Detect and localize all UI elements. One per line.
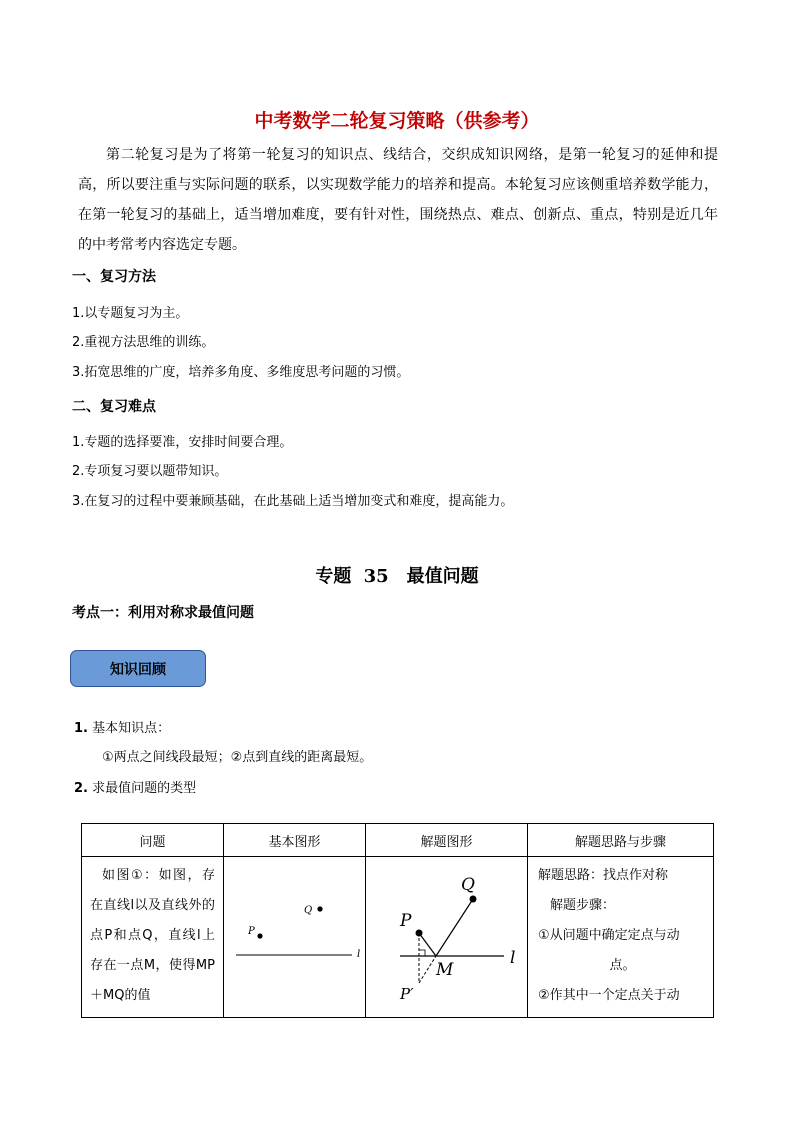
problem-types-table [81,823,714,1018]
question-cell: 如图①：如图，存在直线l以及直线外的点P和点Q，直线l上存在一点M，使得MP＋MQ的值 [82,857,224,1018]
difficulty-item-3: 3.在复习的过程中要兼顾基础，在此基础上适当增加变式和难度，提高能力。 [72,494,514,509]
difficulty-item-1: 1.专题的选择要准，安排时间要合理。 [72,435,293,450]
topic-title [0,562,794,588]
steps-cell [528,857,714,1018]
label-q: Q [461,875,475,895]
document-title: 中考数学二轮复习策略（供参考） [254,110,540,132]
method-item-2: 2.重视方法思维的训练。 [72,335,215,350]
table-header-row [82,824,714,857]
heading-number: 2. [74,781,88,796]
difficulty-item-2: 2.专项复习要以题带知识。 [72,464,228,479]
header-cell-question: 问题 [82,824,224,857]
method-item-3: 3.拓宽思维的广度，培养多角度、多维度思考问题的习惯。 [72,365,410,380]
label-p-prime: P′ [400,985,414,1003]
right-angle-mark [419,950,425,956]
topic-name: 最值问题 [406,566,479,587]
exam-point-heading: 考点一：利用对称求最值问题 [72,605,254,621]
label-p: P [400,911,412,931]
label-l: l [357,949,361,960]
table-row [82,857,714,1018]
heading-number: 1. [74,721,88,736]
point-q [470,896,477,903]
point-p [257,933,262,938]
label-m: M [436,960,454,980]
solution-figure-cell [366,857,528,1018]
basic-knowledge-heading [74,717,170,736]
knowledge-review-badge: 知识回顾 [70,650,206,687]
segment-pm [419,933,436,956]
label-p: P [248,926,255,937]
header-cell-steps: 解题思路与步骤 [528,824,714,857]
basic-figure-cell [224,857,366,1018]
heading-text: 求最值问题的类型 [92,781,197,796]
heading-text: 基本知识点： [92,721,171,736]
basic-knowledge-detail: ①两点之间线段最短；②点到直线的距离最短。 [102,750,373,765]
label-q: Q [304,905,313,916]
intro-paragraph: 第二轮复习是为了将第一轮复习的知识点、线结合，交织成知识网络，是第一轮复习的延伸和提高，所以要注重与实际问题的联系，以实现数学能力的培养和提高。本轮复习应该侧重培养数学能力，在第一轮复习的基础上，适当增加难度，要有针对性，围绕热点、难点、创新点、重点，特别是近几年的中考常考内容选定专题。 [78,147,718,253]
point-q [317,906,322,911]
segment-p-prime-m [419,956,436,983]
point-p [416,930,423,937]
topic-number: 专题 35 [315,566,389,587]
section-heading-difficulties: 二、复习难点 [72,399,156,415]
problem-types-heading [74,777,196,796]
section-heading-methods: 一、复习方法 [72,269,156,285]
solution-figure-diagram [366,857,528,1013]
header-cell-solution-figure: 解题图形 [366,824,528,857]
label-l: l [510,948,516,968]
steps-line-2: 解题步骤： [550,898,616,913]
method-item-1: 1.以专题复习为主。 [72,306,189,321]
steps-line-5: ②作其中一个定点关于动 [538,988,680,1003]
basic-figure-diagram [224,857,366,1013]
header-cell-basic-figure: 基本图形 [224,824,366,857]
steps-line-4: 点。 [609,958,636,973]
steps-line-3: ①从问题中确定定点与动 [538,928,680,943]
segment-mq [436,899,473,956]
steps-line-1: 解题思路：找点作对称 [538,868,669,883]
